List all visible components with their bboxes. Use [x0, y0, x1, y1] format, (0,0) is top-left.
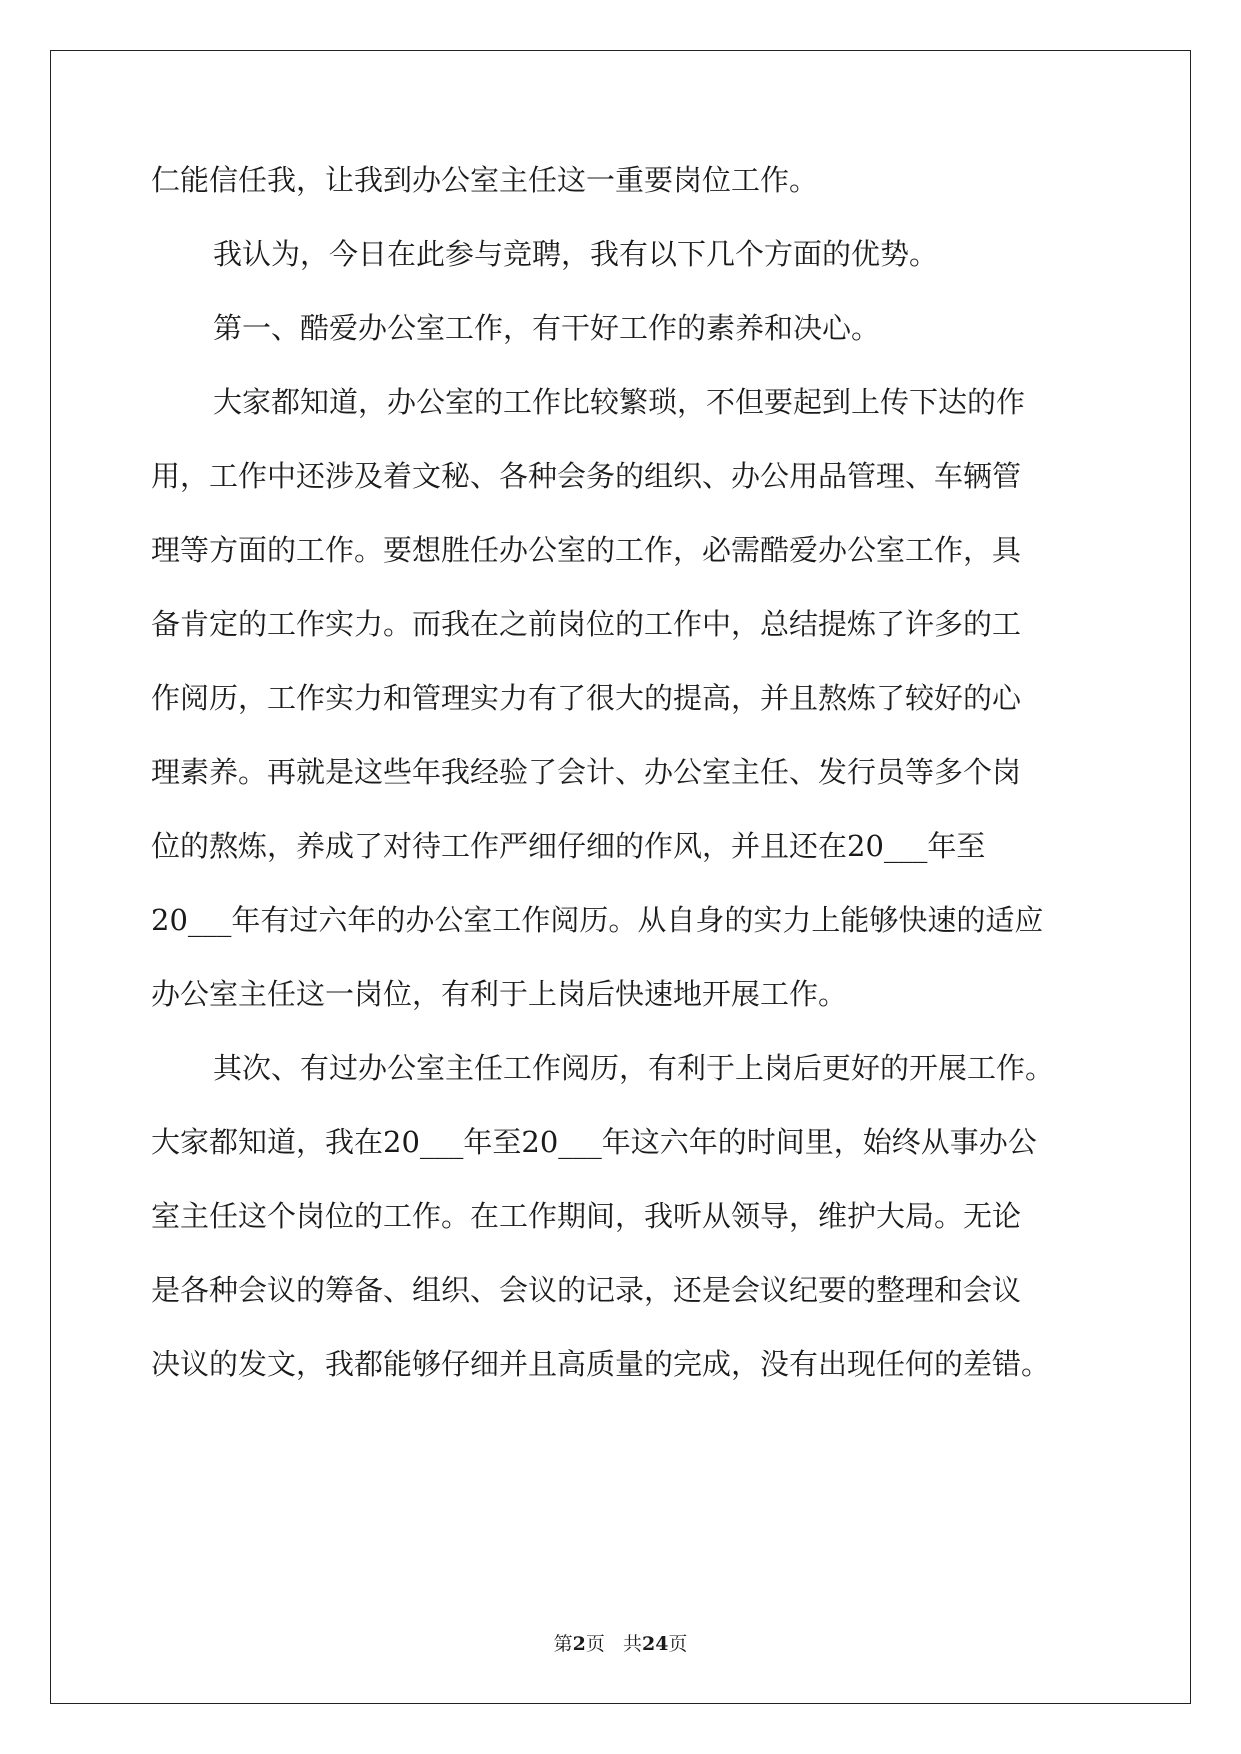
text-line: 其次、有过办公室主任工作阅历，有利于上岗后更好的开展工作。: [213, 1051, 1055, 1085]
text-line: 室主任这个岗位的工作。在工作期间，我听从领导，维护大局。无论: [151, 1199, 1022, 1233]
page-label-suffix: 页: [585, 1633, 605, 1655]
text-line: 备肯定的工作实力。而我在之前岗位的工作中，总结提炼了许多的工: [151, 607, 1022, 641]
text-line: 理素养。再就是这些年我经验了会计、办公室主任、发行员等多个岗: [151, 755, 1022, 789]
text-line: 用，工作中还涉及着文秘、各种会务的组织、办公用品管理、车辆管: [151, 459, 1022, 493]
text-line: 是各种会议的筹备、组织、会议的记录，还是会议纪要的整理和会议: [151, 1273, 1022, 1307]
page-footer: [0, 1632, 1241, 1656]
text-line: 大家都知道，办公室的工作比较繁琐，不但要起到上传下达的作: [213, 385, 1026, 419]
text-line: 第一、酷爱办公室工作，有干好工作的素养和决心。: [213, 311, 881, 345]
text-line: 办公室主任这一岗位，有利于上岗后快速地开展工作。: [151, 977, 848, 1011]
total-pages: 24: [641, 1633, 669, 1655]
text-line: 仁能信任我，让我到办公室主任这一重要岗位工作。: [151, 163, 819, 197]
text-line: 理等方面的工作。要想胜任办公室的工作，必需酷爱办公室工作，具: [151, 533, 1022, 567]
text-line: 位的熬炼，养成了对待工作严细仔细的作风，并且还在20___年至: [151, 829, 986, 863]
total-label-suffix: 页: [668, 1633, 688, 1655]
page-number: 2: [572, 1633, 586, 1655]
page-border: [50, 50, 1191, 1704]
text-line: 大家都知道，我在20___年至20___年这六年的时间里，始终从事办公: [151, 1125, 1037, 1159]
total-label-prefix: 共: [622, 1633, 642, 1655]
text-line: 决议的发文，我都能够仔细并且高质量的完成，没有出现任何的差错。: [151, 1347, 1051, 1381]
text-line: 我认为，今日在此参与竞聘，我有以下几个方面的优势。: [213, 237, 939, 271]
page-label-prefix: 第: [553, 1633, 573, 1655]
text-line: 20___年有过六年的办公室工作阅历。从自身的实力上能够快速的适应: [151, 903, 1044, 937]
text-line: 作阅历，工作实力和管理实力有了很大的提高，并且熬炼了较好的心: [151, 681, 1022, 715]
